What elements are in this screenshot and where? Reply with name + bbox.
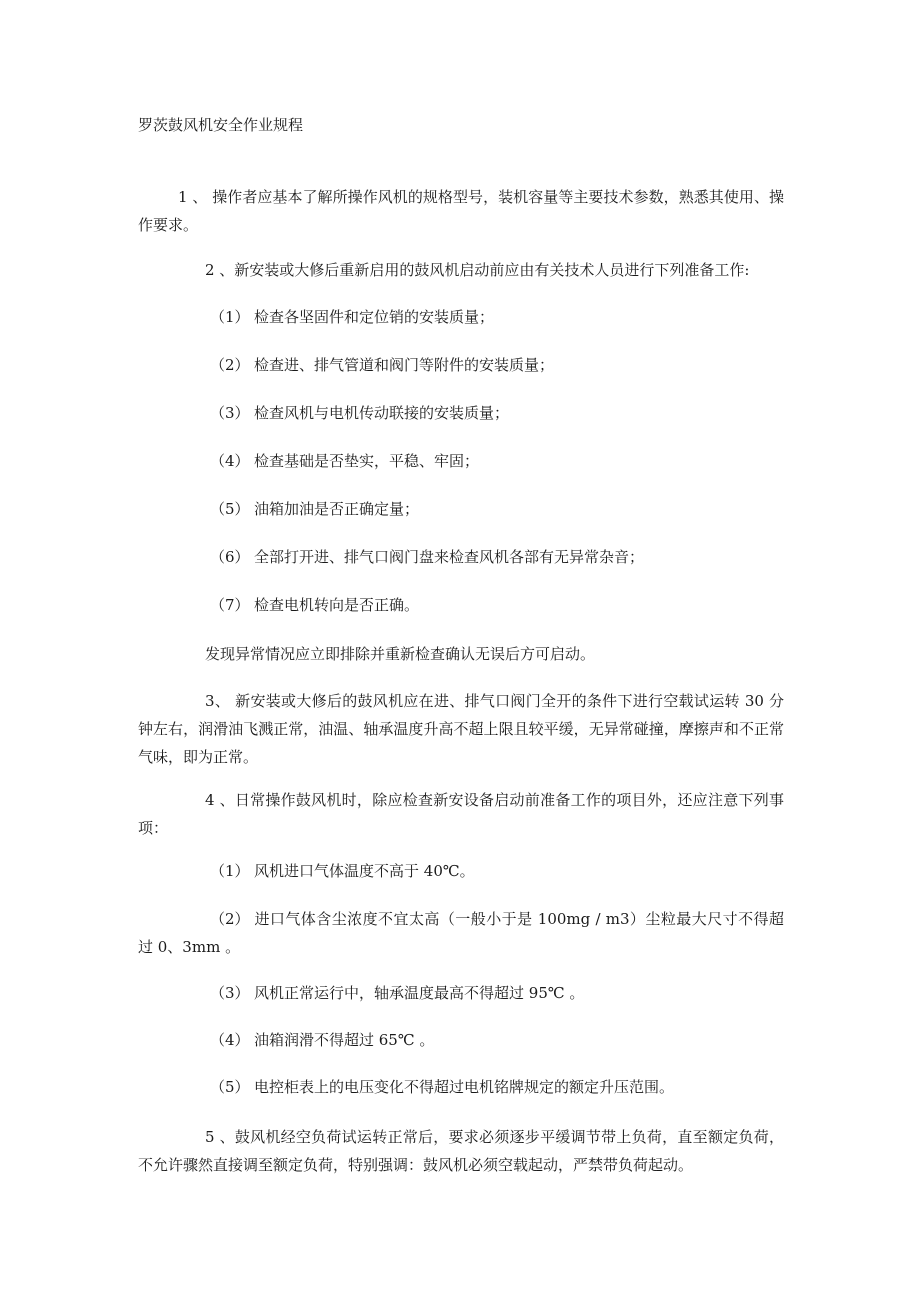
prep-item-text: 全部打开进、排气口阀门盘来检查风机各部有无异常杂音； [254,548,645,566]
daily-item-5 [210,1076,674,1098]
daily-item-text: 电控柜表上的电压变化不得超过电机铭牌规定的额定升压范围。 [254,1078,675,1096]
prep-item-text: 检查风机与电机传动联接的安装质量； [254,404,510,422]
prep-item-number: （6） [210,548,250,566]
paragraph-2: 2 、新安装或大修后重新启用的鼓风机启动前应由有关技术人员进行下列准备工作: [205,261,750,279]
prep-item-text: 检查基础是否垫实，平稳、牢固； [254,452,480,470]
daily-item-4 [210,1029,434,1051]
prep-item-number: （5） [210,500,250,518]
prep-item-number: （7） [210,596,250,614]
daily-item-number: （2） [210,910,250,928]
prep-item-number: （4） [210,452,250,470]
daily-item-number: （1） [210,862,250,880]
prep-item-text: 检查电机转向是否正确。 [254,596,420,614]
paragraph-4: 4 、日常操作鼓风机时，除应检查新安设备启动前准备工作的项目外，还应注意下列事项： [138,791,784,837]
prep-item-5 [210,498,419,520]
daily-item-number: （3） [210,984,250,1002]
daily-item-number: （5） [210,1078,250,1096]
prep-item-1 [210,306,494,328]
daily-item-2 [138,905,784,961]
prep-item-6 [210,546,644,568]
prep-item-text: 检查各坚固件和定位销的安装质量； [254,308,495,326]
daily-item-text: 油箱润滑不得超过 65℃ 。 [254,1031,435,1049]
daily-item-1 [210,860,475,882]
prep-item-number: （2） [210,356,250,374]
prep-item-text: 油箱加油是否正确定量； [254,500,420,518]
note-paragraph: 发现异常情况应立即排除并重新检查确认无误后方可启动。 [205,645,596,663]
paragraph-3: 3、 新安装或大修后的鼓风机应在进、排气口阀门全开的条件下进行空载试运转 30 分钟左右，润滑油飞溅正常，油温、轴承温度升高不超上限且较平缓，无异常碰撞，摩擦声和不正常气味，即为正常。 [138,692,784,766]
prep-item-4 [210,450,479,472]
prep-item-number: （3） [210,404,250,422]
daily-item-3 [210,982,584,1004]
document-title: 罗茨鼓风机安全作业规程 [138,116,304,134]
daily-item-number: （4） [210,1031,250,1049]
prep-item-3 [210,402,509,424]
daily-item-text: 风机正常运行中，轴承温度最高不得超过 95℃ 。 [254,984,585,1002]
daily-item-text: 风机进口气体温度不高于 40℃。 [254,862,475,880]
prep-item-text: 检查进、排气管道和阀门等附件的安装质量； [254,356,555,374]
prep-item-number: （1） [210,308,250,326]
prep-item-2 [210,354,554,376]
prep-item-7 [210,594,419,616]
paragraph-1: 1 、 操作者应基本了解所操作风机的规格型号，装机容量等主要技术参数，熟悉其使用、操作要求。 [138,188,784,234]
paragraph-5: 5 、鼓风机经空负荷试运转正常后，要求必须逐步平缓调节带上负荷，直至额定负荷，不允许骤然直接调至额定负荷，特别强调：鼓风机必须空载起动，严禁带负荷起动。 [138,1128,784,1174]
daily-item-text: 进口气体含尘浓度不宜太高（一般小于是 100mg / m3）尘粒最大尺寸不得超过 0、3mm 。 [138,910,784,956]
